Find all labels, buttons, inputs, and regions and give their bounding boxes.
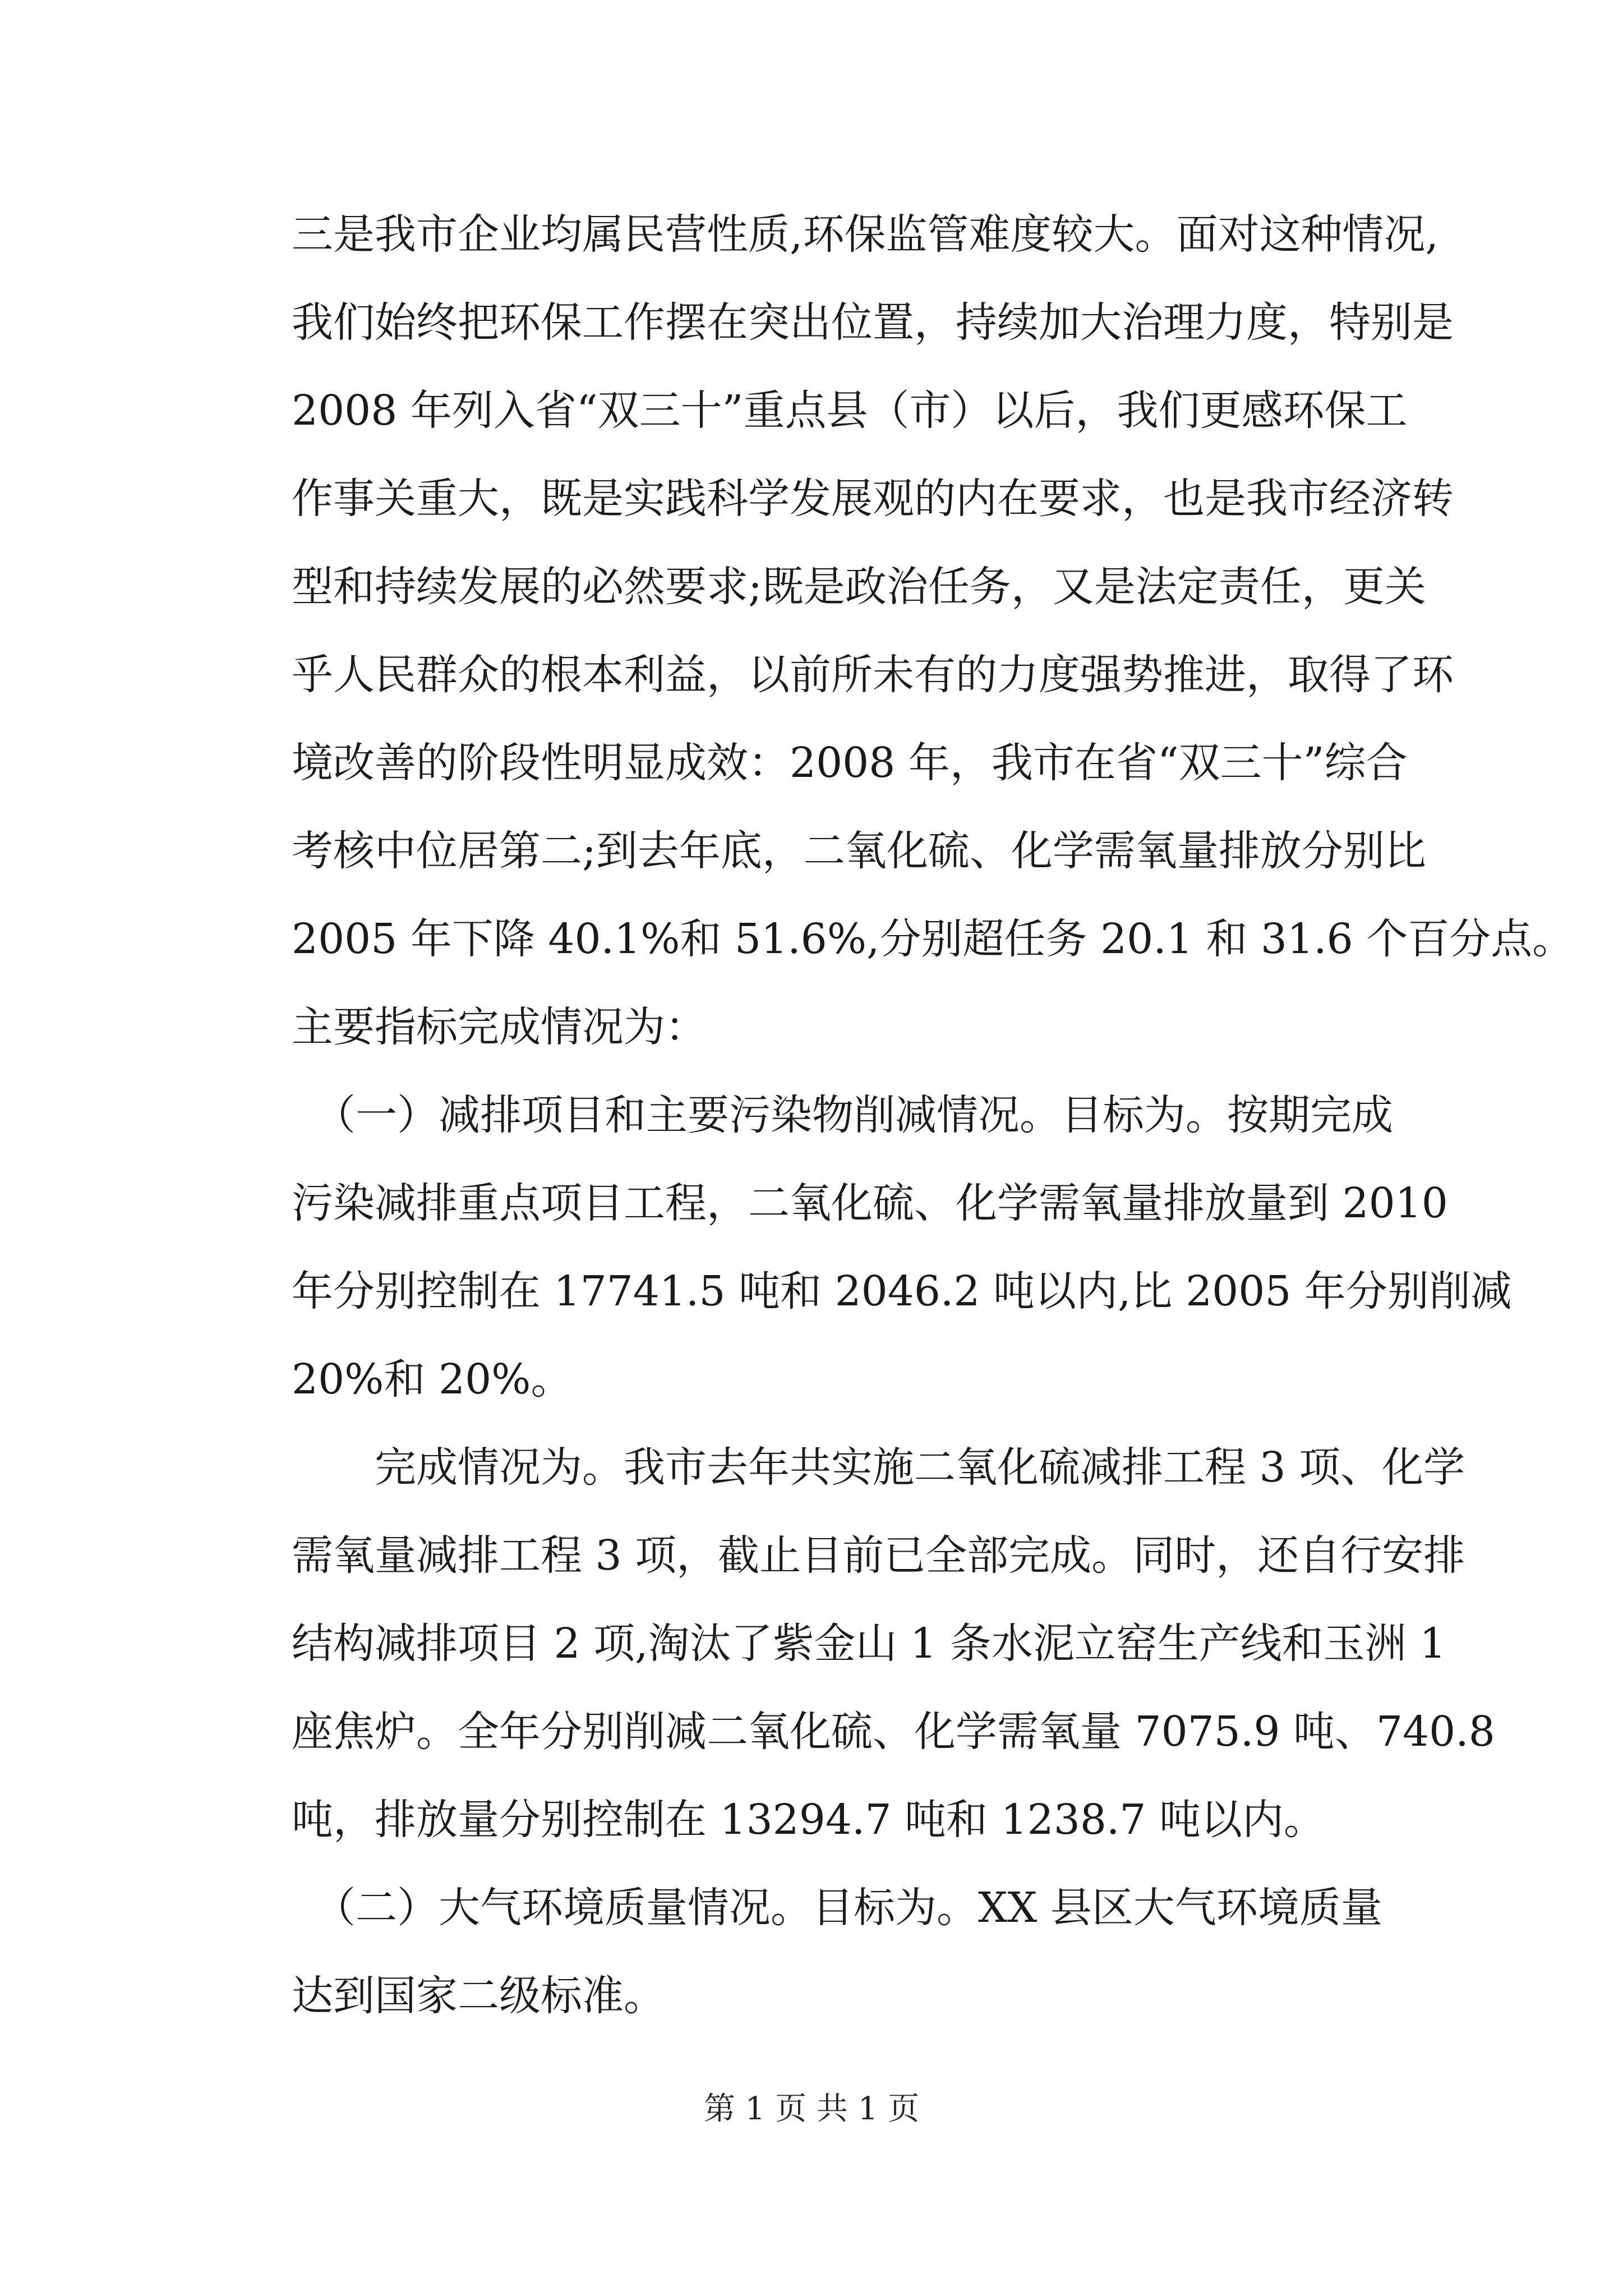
text-line: 污染减排重点项目工程，二氧化硫、化学需氧量排放量到 2010 — [292, 1179, 1448, 1227]
text-line: 2005 年下降 40.1%和 51.6%,分别超任务 20.1 和 31.6 个百分点。 — [292, 915, 1574, 963]
text-line: 乎人民群众的根本利益，以前所未有的力度强势推进，取得了环 — [292, 651, 1454, 699]
text-line: 20%和 20%。 — [292, 1355, 573, 1404]
text-line: 我们始终把环保工作摆在突出位置，持续加大治理力度，特别是 — [292, 298, 1454, 347]
text-line: 三是我市企业均属民营性质,环保监管难度较大。面对这种情况, — [292, 210, 1439, 259]
text-line: 需氧量减排工程 3 项，截止目前已全部完成。同时，还自行安排 — [292, 1531, 1465, 1580]
page-footer: 第 1 页 共 1 页 — [703, 2091, 920, 2127]
text-line: 年分别控制在 17741.5 吨和 2046.2 吨以内,比 2005 年分别削减 — [292, 1267, 1512, 1315]
text-line: 座焦炉。全年分别削减二氧化硫、化学需氧量 7075.9 吨、740.8 — [292, 1708, 1495, 1756]
text-line: 结构减排项目 2 项,淘汰了紫金山 1 条水泥立窑生产线和玉洲 1 — [292, 1619, 1446, 1668]
text-line: 达到国家二级标准。 — [292, 1972, 665, 2020]
paragraph-start-line: 完成情况为。我市去年共实施二氧化硫减排工程 3 项、化学 — [375, 1443, 1465, 1492]
text-line: 考核中位居第二;到去年底，二氧化硫、化学需氧量排放分别比 — [292, 827, 1426, 875]
paragraph-start-line: （二）大气环境质量情况。目标为。XX 县区大气环境质量 — [314, 1884, 1382, 1932]
text-line: 吨，排放量分别控制在 13294.7 吨和 1238.7 吨以内。 — [292, 1796, 1326, 1844]
text-line: 境改善的阶段性明显成效：2008 年，我市在省“双三十”综合 — [292, 739, 1408, 787]
text-line: 作事关重大，既是实践科学发展观的内在要求，也是我市经济转 — [292, 475, 1454, 523]
text-line: 主要指标完成情况为： — [292, 1003, 707, 1051]
text-line: 型和持续发展的必然要求;既是政治任务，又是法定责任，更关 — [292, 563, 1426, 611]
document-body — [292, 191, 1574, 2040]
text-line: 2008 年列入省“双三十”重点县（市）以后，我们更感环保工 — [292, 386, 1408, 435]
paragraph-start-line: （一）减排项目和主要污染物削减情况。目标为。按期完成 — [314, 1091, 1393, 1139]
